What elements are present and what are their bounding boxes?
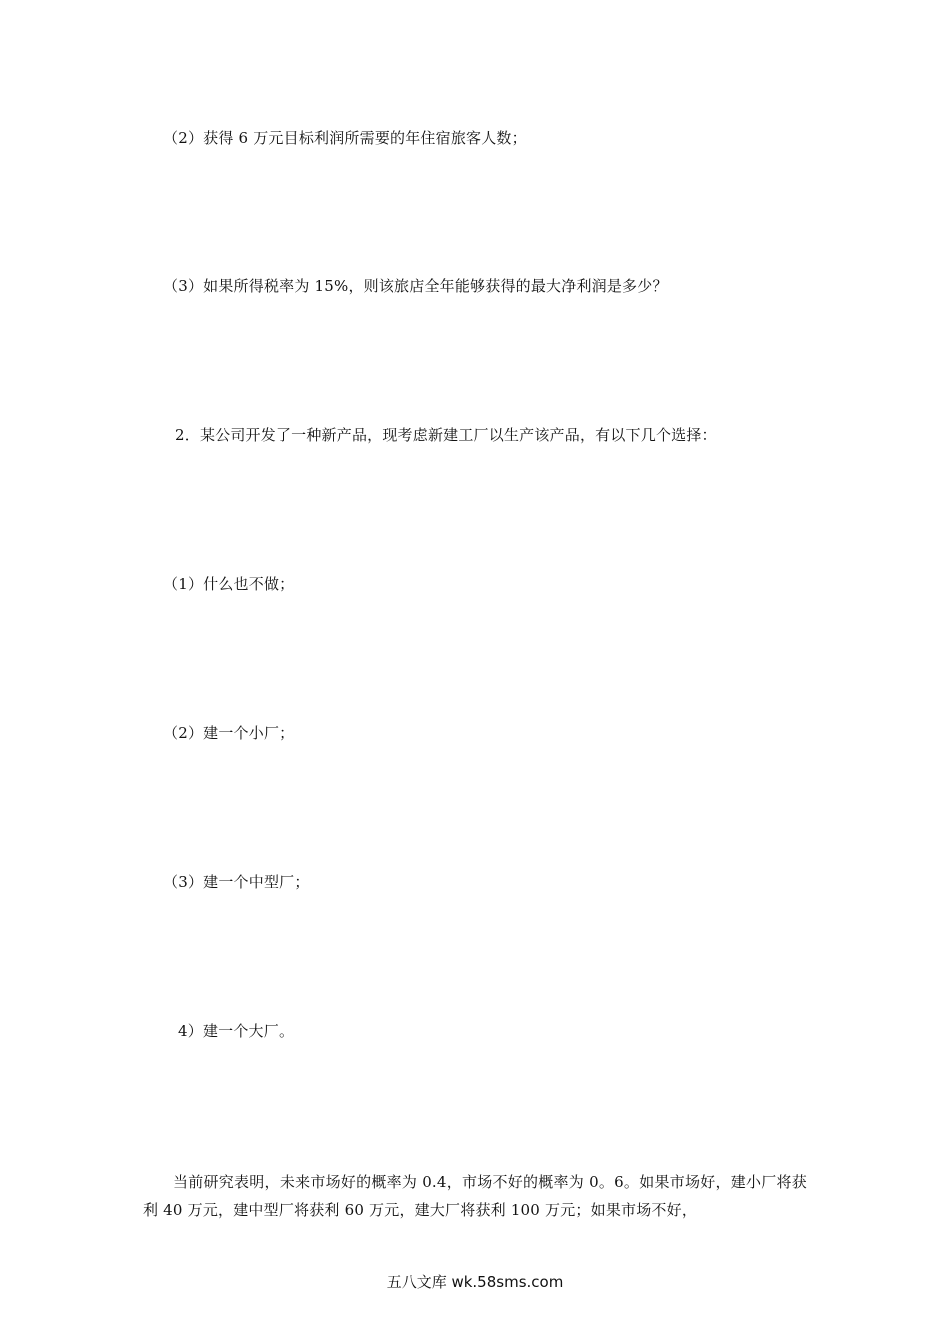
question-1-part-3: （3）如果所得税率为 15%，则该旅店全年能够获得的最大净利润是多少？	[163, 277, 668, 295]
paragraph-text: 当前研究表明，未来市场好的概率为 0.4，市场不好的概率为 0。6。如果市场好，建小厂将获利 40 万元，建中型厂将获利 60 万元，建大厂将获利 100 万元；如果市场不好，	[143, 1173, 807, 1219]
option-4: 4）建一个大厂。	[178, 1022, 295, 1040]
option-2: （2）建一个小厂；	[163, 724, 295, 742]
question-1-part-2: （2）获得 6 万元目标利润所需要的年住宿旅客人数；	[163, 129, 527, 147]
question-2-heading: 2．某公司开发了一种新产品，现考虑新建工厂以生产该产品，有以下几个选择：	[175, 426, 717, 444]
option-3: （3）建一个中型厂；	[163, 873, 310, 891]
footer-watermark: 五八文库 wk.58sms.com	[386, 1273, 564, 1291]
option-1: （1）什么也不做；	[163, 575, 295, 593]
market-probability-paragraph	[143, 1168, 807, 1224]
